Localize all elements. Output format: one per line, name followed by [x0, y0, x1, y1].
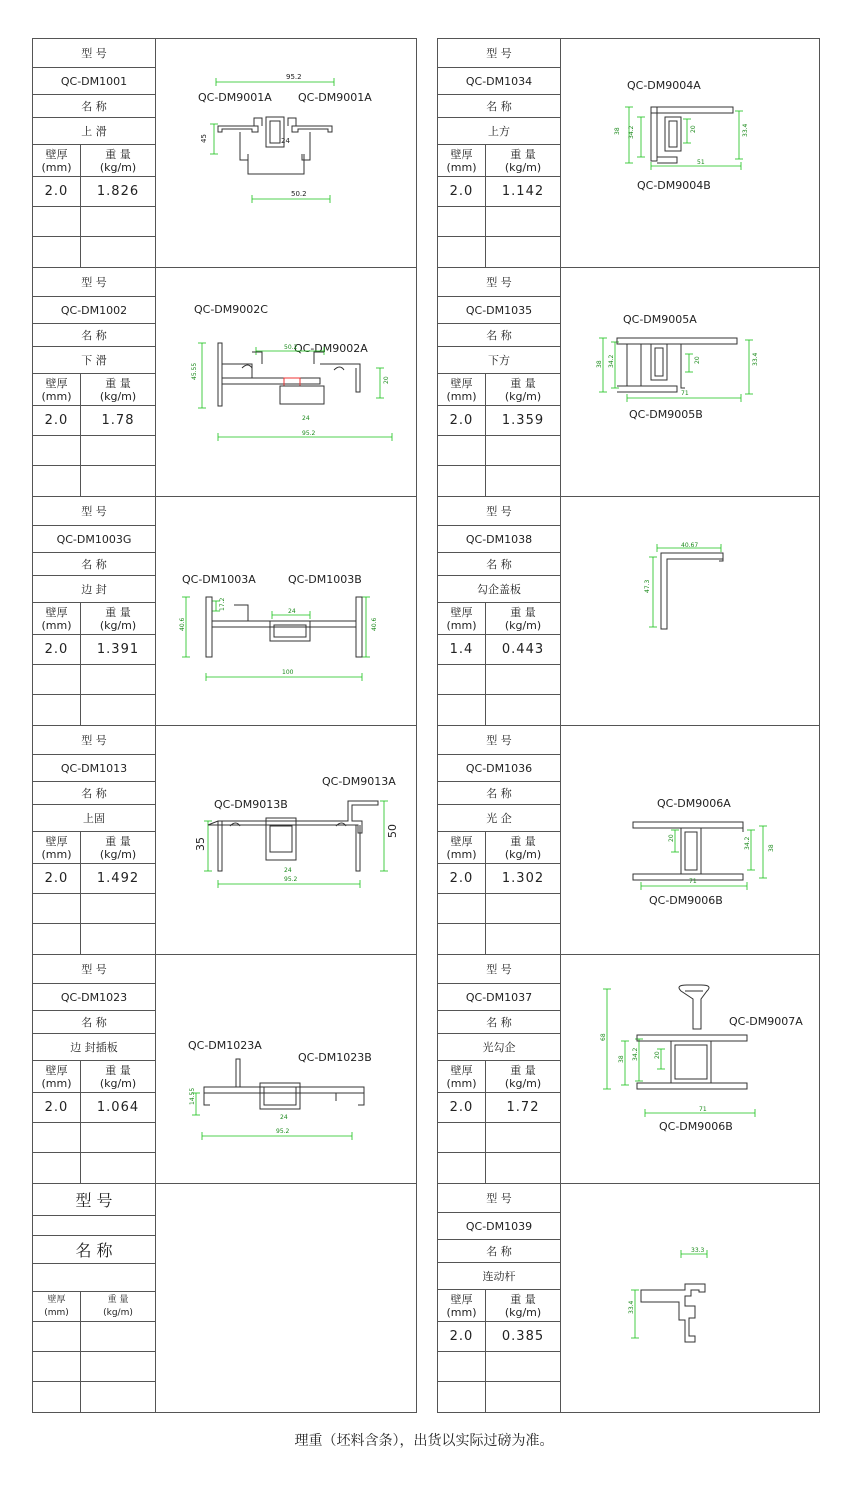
dimension-label: 68: [600, 1033, 607, 1041]
model-label: 型 号: [438, 726, 560, 755]
weight-label: 重 量: [107, 1294, 129, 1305]
wall-thickness-unit: (mm): [446, 1076, 477, 1090]
model-code: QC-DM1013: [33, 755, 155, 782]
empty-row: [33, 436, 155, 466]
model-code: QC-DM1039: [438, 1213, 560, 1240]
wall-thickness-unit: (mm): [446, 1305, 477, 1319]
dimension-label: 38: [614, 127, 621, 135]
profile-name: 光 企: [438, 805, 560, 832]
profile-drawing: [561, 268, 819, 496]
empty-row: [33, 894, 155, 924]
spec-header-row: [33, 832, 155, 864]
dimension-label: 50: [386, 824, 399, 838]
empty-row: [438, 695, 560, 726]
empty-row: [438, 1123, 560, 1153]
spec-table: [438, 1184, 561, 1412]
weight-value: 1.826: [96, 184, 140, 199]
dimension-label: 24: [302, 415, 310, 422]
dimension-label: 38: [768, 844, 775, 852]
dimension-label: 24: [288, 608, 296, 615]
weight-value: 1.391: [96, 642, 140, 657]
wall-thickness-label: 壁厚: [45, 147, 68, 161]
profile-outline: [661, 553, 723, 629]
wall-thickness-label: 壁厚: [45, 834, 68, 848]
dimension-label: 38: [596, 360, 603, 368]
empty-row: [438, 466, 560, 497]
part-code-label: QC-DM1023B: [298, 1051, 372, 1064]
spec-header-row: [438, 145, 560, 177]
empty-row: [438, 924, 560, 955]
profile-drawing: [156, 268, 416, 496]
wall-thickness-unit: (mm): [446, 389, 477, 403]
spec-table: [438, 497, 561, 725]
spec-table: [438, 955, 561, 1183]
model-code: QC-DM1002: [33, 297, 155, 324]
part-code-label: QC-DM9005A: [623, 313, 697, 326]
dimension-label: 20: [654, 1051, 661, 1059]
profile-block: [438, 39, 819, 268]
spec-value-row: [33, 864, 155, 894]
weight-label: 重 量: [510, 376, 536, 390]
model-label: 型 号: [33, 1184, 155, 1216]
profile-outline: [633, 822, 743, 874]
weight-unit: (kg/m): [103, 1307, 133, 1318]
dimension-label: 20: [690, 125, 697, 133]
dimension-label: 71: [689, 878, 697, 885]
wall-thickness-label: 壁厚: [450, 1292, 473, 1306]
weight-label: 重 量: [105, 147, 131, 161]
empty-row: [33, 237, 155, 268]
dimension-label: 40.6: [179, 617, 186, 631]
part-code-label: QC-DM9004A: [627, 79, 701, 92]
model-label: 型 号: [438, 268, 560, 297]
weight-unit: (kg/m): [504, 160, 542, 174]
model-code: QC-DM1001: [33, 68, 155, 95]
wall-thickness-value: 2.0: [44, 642, 69, 657]
profile-cross-section: [561, 1184, 821, 1412]
empty-row: [33, 1123, 155, 1153]
empty-row: [33, 695, 155, 726]
weight-value: 1.359: [501, 413, 545, 428]
left-profile-column: [32, 38, 417, 1413]
part-code-label: QC-DM9005B: [629, 408, 703, 421]
dimension-label: 24: [284, 867, 292, 874]
weight-unit: (kg/m): [504, 618, 542, 632]
weight-unit: (kg/m): [99, 618, 137, 632]
weight-value: 1.72: [506, 1100, 540, 1115]
empty-row: [33, 1264, 155, 1292]
model-label: 型 号: [438, 39, 560, 68]
wall-thickness-unit: (mm): [446, 160, 477, 174]
weight-unit: (kg/m): [504, 1305, 542, 1319]
right-profile-column: [437, 38, 820, 1413]
weight-unit: (kg/m): [99, 389, 137, 403]
profile-outline: [234, 605, 310, 641]
spec-header-row: [438, 1290, 560, 1322]
dimension-label: 95.2: [284, 876, 298, 883]
wall-thickness-unit: (mm): [41, 847, 72, 861]
model-label: 型 号: [33, 497, 155, 526]
weight-value: 0.385: [501, 1329, 545, 1344]
spec-value-row: [438, 635, 560, 665]
profile-name: 上 滑: [33, 118, 155, 145]
dimension-label: 100: [282, 669, 294, 676]
name-label: 名 称: [33, 324, 155, 347]
weight-value: 0.443: [501, 642, 545, 657]
spec-value-row: [438, 864, 560, 894]
model-code: QC-DM1034: [438, 68, 560, 95]
profile-outline: [280, 386, 324, 404]
model-label: 型 号: [438, 497, 560, 526]
dimension-label: 50.2: [291, 190, 307, 198]
part-code-label: QC-DM9002C: [194, 303, 268, 316]
part-code-label: QC-DM9006B: [649, 894, 723, 907]
empty-row: [33, 1352, 155, 1382]
spec-header-row: [438, 1061, 560, 1093]
profile-cross-section: [156, 39, 416, 267]
dimension-label: 71: [699, 1106, 707, 1113]
weight-unit: (kg/m): [99, 1076, 137, 1090]
empty-row: [33, 466, 155, 497]
spec-value-row: [33, 1093, 155, 1123]
dimension-label: 35: [194, 837, 207, 851]
dimension-label: 20: [668, 834, 675, 842]
profile-outline: [206, 597, 362, 657]
profile-name: 勾企盖板: [438, 576, 560, 603]
empty-row: [438, 894, 560, 924]
profile-drawing: [561, 955, 819, 1183]
dimension-label: 45.55: [191, 362, 198, 380]
wall-thickness-value: 2.0: [449, 1100, 474, 1115]
wall-thickness-label: 壁厚: [450, 834, 473, 848]
wall-thickness-value: 1.4: [449, 642, 474, 657]
profile-cross-section: [156, 497, 416, 725]
weight-label: 重 量: [510, 147, 536, 161]
profile-drawing: [561, 39, 819, 267]
model-label: 型 号: [33, 39, 155, 68]
name-label: 名 称: [33, 782, 155, 805]
profile-drawing: [561, 1184, 819, 1412]
weight-unit: (kg/m): [504, 1076, 542, 1090]
dimension-label: 51: [697, 159, 705, 166]
spec-value-row: [438, 177, 560, 207]
dimension-label: 40.67: [681, 542, 699, 549]
profile-outline: [679, 985, 709, 1029]
name-label: 名 称: [33, 95, 155, 118]
name-label: 名 称: [33, 553, 155, 576]
spec-header-row: [438, 374, 560, 406]
profile-drawing: [156, 497, 416, 725]
weight-label: 重 量: [105, 605, 131, 619]
empty-row: [33, 1153, 155, 1184]
wall-thickness-unit: (mm): [446, 618, 477, 632]
name-label: 名 称: [438, 553, 560, 576]
profile-cross-section: [156, 726, 416, 954]
dimension-label: 24: [281, 137, 290, 145]
empty-row: [33, 924, 155, 955]
spec-value-row: [33, 635, 155, 665]
profile-name: 上固: [33, 805, 155, 832]
profile-drawing: [561, 497, 819, 725]
spec-header-row: [33, 374, 155, 406]
profile-outline: [218, 126, 332, 132]
model-code: QC-DM1003G: [33, 526, 155, 553]
name-label: 名 称: [438, 95, 560, 118]
profile-name: 连动杆: [438, 1263, 560, 1290]
wall-thickness-label: 壁厚: [47, 1294, 66, 1305]
model-code: QC-DM1038: [438, 526, 560, 553]
profile-drawing: [156, 39, 416, 267]
empty-row: [438, 1153, 560, 1184]
empty-row: [33, 1216, 155, 1236]
name-label: 名 称: [438, 782, 560, 805]
profile-name: 光勾企: [438, 1034, 560, 1061]
profile-outline: [617, 338, 737, 392]
spec-table: [33, 268, 156, 496]
model-label: 型 号: [438, 955, 560, 984]
profile-block: [438, 497, 819, 726]
profile-block: [438, 1184, 819, 1413]
dimension-label: 40.6: [371, 617, 378, 631]
model-code: QC-DM1037: [438, 984, 560, 1011]
name-label: 名 称: [438, 1240, 560, 1263]
weight-label: 重 量: [105, 834, 131, 848]
model-label: 型 号: [33, 268, 155, 297]
profile-name: 边 封插板: [33, 1034, 155, 1061]
profile-cross-section: [561, 497, 821, 725]
spec-table: [438, 39, 561, 267]
weight-label: 重 量: [510, 1292, 536, 1306]
part-code-label: QC-DM9006B: [659, 1120, 733, 1133]
profile-block: [438, 268, 819, 497]
spec-value-row: [33, 406, 155, 436]
name-label: 名 称: [33, 1011, 155, 1034]
spec-table: [33, 1184, 156, 1412]
profile-cross-section: [156, 268, 416, 496]
part-code-label: QC-DM1003B: [288, 573, 362, 586]
weight-value: 1.492: [96, 871, 140, 886]
dimension-label: 33.4: [628, 1300, 635, 1314]
dimension-label: 95.2: [276, 1128, 290, 1135]
profile-outline: [641, 1284, 705, 1342]
spec-header-row: [438, 832, 560, 864]
wall-thickness-value: 2.0: [449, 1329, 474, 1344]
model-label: 型 号: [33, 726, 155, 755]
dimension-label: 20: [383, 376, 390, 384]
dimension-label: 50.2: [284, 344, 298, 351]
empty-row: [438, 237, 560, 268]
wall-thickness-unit: (mm): [41, 389, 72, 403]
part-code-label: QC-DM9013A: [322, 775, 396, 788]
empty-row: [33, 665, 155, 695]
name-label: 名 称: [438, 1011, 560, 1034]
profile-block: [438, 955, 819, 1184]
part-code-label: QC-DM1003A: [182, 573, 256, 586]
spec-value-row: [438, 1093, 560, 1123]
profile-block: [33, 39, 416, 268]
weight-label: 重 量: [510, 605, 536, 619]
empty-row: [33, 1382, 155, 1413]
spec-header-row: [33, 145, 155, 177]
dimension-label: 33.4: [742, 123, 749, 137]
dimension-label: 95.2: [286, 73, 302, 81]
empty-row: [438, 665, 560, 695]
wall-thickness-label: 壁厚: [450, 605, 473, 619]
dimension-label: 33.3: [691, 1247, 705, 1254]
empty-row: [438, 207, 560, 237]
spec-table: [33, 726, 156, 954]
dimension-label: 24: [280, 1114, 288, 1121]
model-label: 型 号: [438, 1184, 560, 1213]
part-code-label: QC-DM9007A: [729, 1015, 803, 1028]
profile-block: [33, 497, 416, 726]
spec-header-row: [33, 603, 155, 635]
spec-table: [438, 268, 561, 496]
name-label: 名 称: [438, 324, 560, 347]
dimension-label: 34.2: [608, 354, 615, 368]
wall-thickness-value: 2.0: [449, 871, 474, 886]
spec-table: [33, 497, 156, 725]
weight-label: 重 量: [510, 1063, 536, 1077]
wall-thickness-value: 2.0: [44, 413, 69, 428]
empty-row: [438, 1352, 560, 1382]
empty-row: [33, 207, 155, 237]
wall-thickness-label: 壁厚: [45, 1063, 68, 1077]
weight-value: 1.064: [96, 1100, 140, 1115]
dimension-label: 95.2: [302, 430, 316, 437]
wall-thickness-unit: (mm): [446, 847, 477, 861]
profile-outline: [633, 822, 743, 880]
profile-outline: [665, 117, 681, 151]
wall-thickness-label: 壁厚: [45, 605, 68, 619]
wall-thickness-label: 壁厚: [450, 376, 473, 390]
wall-thickness-value: 2.0: [44, 184, 69, 199]
spec-table: [33, 955, 156, 1183]
spec-header-row: [33, 1061, 155, 1093]
profile-block: [438, 726, 819, 955]
weight-value: 1.78: [101, 413, 135, 428]
part-code-label: QC-DM9001A: [198, 91, 272, 104]
dimension-label: 34.2: [632, 1047, 639, 1061]
part-code-label: QC-DM9006A: [657, 797, 731, 810]
empty-row: [33, 1322, 155, 1352]
profile-cross-section: [156, 1184, 416, 1412]
footer-note: 理重（坯料含条），出货以实际过磅为准。: [294, 1433, 554, 1449]
spec-header-row: [438, 603, 560, 635]
profile-name: 边 封: [33, 576, 155, 603]
profile-outline: [240, 132, 310, 174]
empty-row: [438, 1382, 560, 1413]
profile-outline: [651, 107, 733, 163]
dimension-label: 71: [681, 390, 689, 397]
weight-value: 1.142: [501, 184, 545, 199]
wall-thickness-unit: (mm): [44, 1307, 69, 1318]
profile-outline: [637, 1035, 747, 1089]
wall-thickness-value: 2.0: [44, 871, 69, 886]
dimension-label: 34.2: [628, 125, 635, 139]
part-code-label: QC-DM9013B: [214, 798, 288, 811]
empty-row: [438, 436, 560, 466]
wall-thickness-unit: (mm): [41, 618, 72, 632]
weight-label: 重 量: [105, 376, 131, 390]
wall-thickness-unit: (mm): [41, 1076, 72, 1090]
profile-block: [33, 268, 416, 497]
profile-drawing: [156, 726, 416, 954]
model-code: QC-DM1035: [438, 297, 560, 324]
profile-name: 下方: [438, 347, 560, 374]
part-code-label: QC-DM1023A: [188, 1039, 262, 1052]
weight-value: 1.302: [501, 871, 545, 886]
spec-value-row: [33, 177, 155, 207]
wall-thickness-unit: (mm): [41, 160, 72, 174]
wall-thickness-label: 壁厚: [450, 147, 473, 161]
profile-block: [33, 955, 416, 1184]
profile-cross-section: [561, 726, 821, 954]
wall-thickness-label: 壁厚: [45, 376, 68, 390]
wall-thickness-value: 2.0: [449, 184, 474, 199]
dimension-label: 34.2: [744, 836, 751, 850]
dimension-label: 33.4: [752, 352, 759, 366]
wall-thickness-label: 壁厚: [450, 1063, 473, 1077]
profile-outline: [218, 818, 360, 871]
spec-table: [33, 39, 156, 267]
spec-value-row: [438, 1322, 560, 1352]
spec-table: [438, 726, 561, 954]
weight-unit: (kg/m): [99, 160, 137, 174]
name-label: 名 称: [33, 1236, 155, 1264]
profile-block: [33, 726, 416, 955]
spec-value-row: [438, 406, 560, 436]
dimension-label: 47.3: [644, 579, 651, 593]
weight-label: 重 量: [510, 834, 536, 848]
profile-cross-section: [561, 955, 821, 1183]
weight-label: 重 量: [105, 1063, 131, 1077]
profile-name: 上方: [438, 118, 560, 145]
profile-outline: [204, 1059, 364, 1105]
profile-outline: [651, 344, 685, 388]
dimension-label: 17.2: [219, 597, 226, 611]
profile-block: [33, 1184, 416, 1413]
profile-drawing: [156, 955, 416, 1183]
profile-drawing: [156, 1184, 416, 1412]
part-code-label: QC-DM9001A: [298, 91, 372, 104]
model-label: 型 号: [33, 955, 155, 984]
spec-header-row: [33, 1292, 155, 1322]
part-code-label: QC-DM9002A: [294, 342, 368, 355]
profile-cross-section: [561, 268, 821, 496]
profile-name: 下 滑: [33, 347, 155, 374]
dimension-label: 38: [618, 1055, 625, 1063]
model-code: QC-DM1036: [438, 755, 560, 782]
weight-unit: (kg/m): [99, 847, 137, 861]
dimension-label: 20: [694, 356, 701, 364]
weight-unit: (kg/m): [504, 847, 542, 861]
wall-thickness-value: 2.0: [44, 1100, 69, 1115]
profile-drawing: [561, 726, 819, 954]
model-code: QC-DM1023: [33, 984, 155, 1011]
dimension-label: 45: [200, 134, 208, 143]
weight-unit: (kg/m): [504, 389, 542, 403]
dimension-label: 14.55: [189, 1087, 196, 1105]
part-code-label: QC-DM9004B: [637, 179, 711, 192]
wall-thickness-value: 2.0: [449, 413, 474, 428]
profile-cross-section: [561, 39, 821, 267]
profile-cross-section: [156, 955, 416, 1183]
